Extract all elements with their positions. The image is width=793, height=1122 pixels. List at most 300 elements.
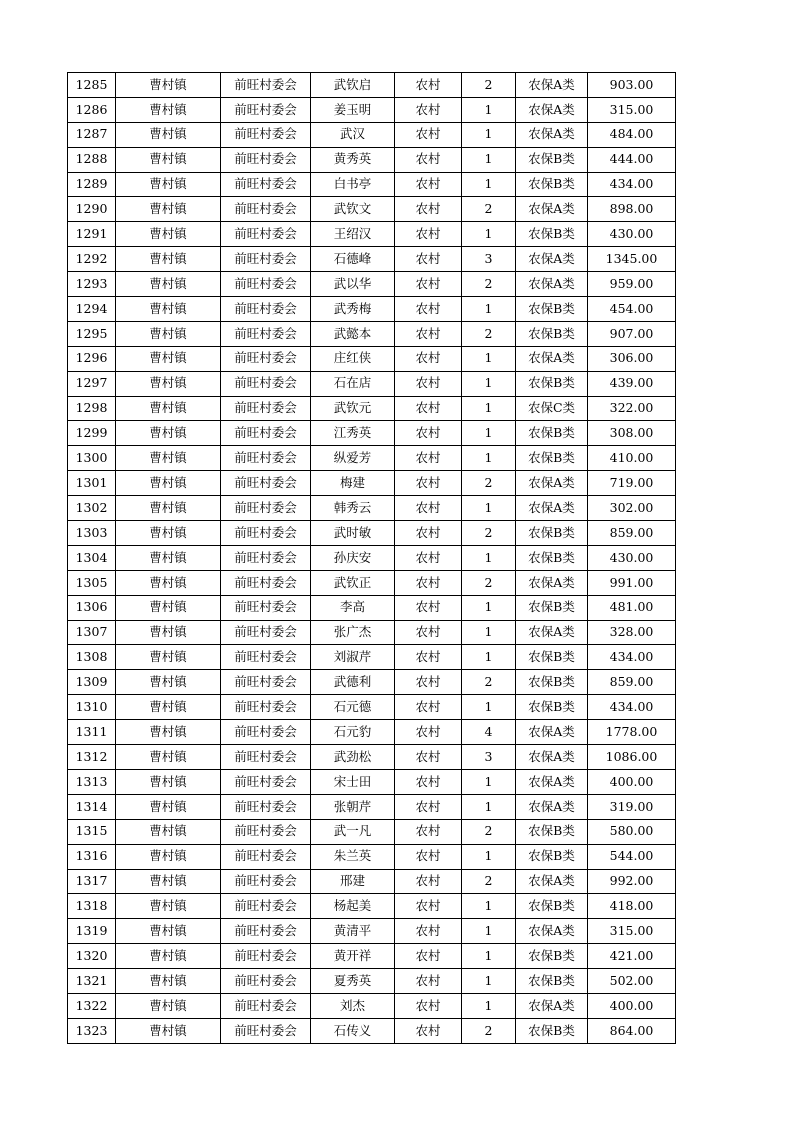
amount-cell: 544.00 [588,844,676,869]
village-committee-cell: 前旺村委会 [221,869,311,894]
residence-type-cell: 农村 [395,396,462,421]
household-size-cell: 2 [462,272,516,297]
amount-cell: 959.00 [588,272,676,297]
town-cell: 曹村镇 [116,521,221,546]
household-size-cell: 1 [462,172,516,197]
town-cell: 曹村镇 [116,371,221,396]
insurance-category-cell: 农保A类 [516,993,588,1018]
town-cell: 曹村镇 [116,993,221,1018]
table-row [68,794,676,819]
residence-type-cell: 农村 [395,919,462,944]
village-committee-cell: 前旺村委会 [221,297,311,322]
name-cell: 石在店 [311,371,395,396]
insurance-category-cell: 农保A类 [516,346,588,371]
household-size-cell: 4 [462,720,516,745]
table-row [68,869,676,894]
insurance-category-cell: 农保C类 [516,396,588,421]
insurance-category-cell: 农保A类 [516,97,588,122]
residence-type-cell: 农村 [395,645,462,670]
household-size-cell: 2 [462,869,516,894]
insurance-category-cell: 农保A类 [516,496,588,521]
residence-type-cell: 农村 [395,944,462,969]
table-row [68,222,676,247]
residence-type-cell: 农村 [395,720,462,745]
village-committee-cell: 前旺村委会 [221,819,311,844]
village-committee-cell: 前旺村委会 [221,396,311,421]
household-size-cell: 1 [462,695,516,720]
residence-type-cell: 农村 [395,570,462,595]
household-size-cell: 1 [462,944,516,969]
serial-number-cell: 1323 [68,1018,116,1043]
serial-number-cell: 1312 [68,745,116,770]
amount-cell: 481.00 [588,595,676,620]
village-committee-cell: 前旺村委会 [221,745,311,770]
serial-number-cell: 1317 [68,869,116,894]
residence-type-cell: 农村 [395,297,462,322]
serial-number-cell: 1314 [68,794,116,819]
village-committee-cell: 前旺村委会 [221,247,311,272]
residence-type-cell: 农村 [395,595,462,620]
household-size-cell: 1 [462,595,516,620]
name-cell: 纵爱芳 [311,446,395,471]
table-body [68,73,676,1044]
name-cell: 武秀梅 [311,297,395,322]
household-size-cell: 1 [462,496,516,521]
name-cell: 王绍汉 [311,222,395,247]
town-cell: 曹村镇 [116,321,221,346]
amount-cell: 308.00 [588,421,676,446]
town-cell: 曹村镇 [116,595,221,620]
amount-cell: 418.00 [588,894,676,919]
amount-cell: 898.00 [588,197,676,222]
household-size-cell: 1 [462,421,516,446]
residence-type-cell: 农村 [395,521,462,546]
household-size-cell: 2 [462,471,516,496]
residence-type-cell: 农村 [395,346,462,371]
serial-number-cell: 1305 [68,570,116,595]
residence-type-cell: 农村 [395,421,462,446]
town-cell: 曹村镇 [116,944,221,969]
residence-type-cell: 农村 [395,1018,462,1043]
name-cell: 黄清平 [311,919,395,944]
residence-type-cell: 农村 [395,545,462,570]
village-committee-cell: 前旺村委会 [221,620,311,645]
residence-type-cell: 农村 [395,670,462,695]
name-cell: 黄开祥 [311,944,395,969]
serial-number-cell: 1296 [68,346,116,371]
town-cell: 曹村镇 [116,97,221,122]
name-cell: 武劲松 [311,745,395,770]
amount-cell: 454.00 [588,297,676,322]
amount-cell: 434.00 [588,172,676,197]
household-size-cell: 1 [462,147,516,172]
village-committee-cell: 前旺村委会 [221,720,311,745]
insurance-category-cell: 农保A类 [516,869,588,894]
name-cell: 杨起美 [311,894,395,919]
village-committee-cell: 前旺村委会 [221,421,311,446]
table-row [68,595,676,620]
table-row [68,620,676,645]
table-row [68,247,676,272]
household-size-cell: 2 [462,819,516,844]
amount-cell: 315.00 [588,97,676,122]
serial-number-cell: 1293 [68,272,116,297]
amount-cell: 444.00 [588,147,676,172]
name-cell: 宋士田 [311,769,395,794]
town-cell: 曹村镇 [116,471,221,496]
amount-cell: 864.00 [588,1018,676,1043]
table-row [68,819,676,844]
name-cell: 张广杰 [311,620,395,645]
serial-number-cell: 1290 [68,197,116,222]
village-committee-cell: 前旺村委会 [221,97,311,122]
name-cell: 梅建 [311,471,395,496]
name-cell: 刘杰 [311,993,395,1018]
table-row [68,172,676,197]
table-row [68,521,676,546]
name-cell: 夏秀英 [311,969,395,994]
residence-type-cell: 农村 [395,172,462,197]
village-committee-cell: 前旺村委会 [221,446,311,471]
table-row [68,97,676,122]
serial-number-cell: 1294 [68,297,116,322]
village-committee-cell: 前旺村委会 [221,197,311,222]
table-row [68,122,676,147]
household-size-cell: 1 [462,769,516,794]
name-cell: 刘淑芹 [311,645,395,670]
residence-type-cell: 农村 [395,73,462,98]
serial-number-cell: 1300 [68,446,116,471]
amount-cell: 400.00 [588,769,676,794]
household-size-cell: 3 [462,745,516,770]
town-cell: 曹村镇 [116,197,221,222]
insurance-category-cell: 农保A类 [516,794,588,819]
town-cell: 曹村镇 [116,819,221,844]
town-cell: 曹村镇 [116,297,221,322]
table-row [68,321,676,346]
household-size-cell: 1 [462,222,516,247]
town-cell: 曹村镇 [116,620,221,645]
serial-number-cell: 1288 [68,147,116,172]
insurance-category-cell: 农保A类 [516,73,588,98]
amount-cell: 439.00 [588,371,676,396]
name-cell: 石元豹 [311,720,395,745]
household-size-cell: 1 [462,894,516,919]
household-size-cell: 1 [462,396,516,421]
amount-cell: 410.00 [588,446,676,471]
household-size-cell: 1 [462,844,516,869]
amount-cell: 421.00 [588,944,676,969]
town-cell: 曹村镇 [116,745,221,770]
name-cell: 韩秀云 [311,496,395,521]
village-committee-cell: 前旺村委会 [221,122,311,147]
amount-cell: 1778.00 [588,720,676,745]
table-row [68,670,676,695]
serial-number-cell: 1285 [68,73,116,98]
household-size-cell: 1 [462,993,516,1018]
serial-number-cell: 1295 [68,321,116,346]
village-committee-cell: 前旺村委会 [221,695,311,720]
town-cell: 曹村镇 [116,545,221,570]
amount-cell: 907.00 [588,321,676,346]
name-cell: 武汉 [311,122,395,147]
name-cell: 武时敏 [311,521,395,546]
village-committee-cell: 前旺村委会 [221,496,311,521]
insurance-category-cell: 农保B类 [516,595,588,620]
amount-cell: 502.00 [588,969,676,994]
amount-cell: 315.00 [588,919,676,944]
amount-cell: 580.00 [588,819,676,844]
insurance-category-cell: 农保B类 [516,670,588,695]
table-row [68,720,676,745]
insurance-category-cell: 农保B类 [516,222,588,247]
table-row [68,272,676,297]
residence-type-cell: 农村 [395,222,462,247]
residence-type-cell: 农村 [395,620,462,645]
household-size-cell: 2 [462,670,516,695]
serial-number-cell: 1301 [68,471,116,496]
serial-number-cell: 1291 [68,222,116,247]
serial-number-cell: 1306 [68,595,116,620]
village-committee-cell: 前旺村委会 [221,147,311,172]
insurance-category-cell: 农保A类 [516,471,588,496]
serial-number-cell: 1315 [68,819,116,844]
amount-cell: 430.00 [588,545,676,570]
household-size-cell: 1 [462,545,516,570]
insurance-category-cell: 农保A类 [516,197,588,222]
name-cell: 武钦启 [311,73,395,98]
amount-cell: 719.00 [588,471,676,496]
village-committee-cell: 前旺村委会 [221,371,311,396]
residence-type-cell: 农村 [395,122,462,147]
residence-type-cell: 农村 [395,147,462,172]
town-cell: 曹村镇 [116,122,221,147]
table-row [68,471,676,496]
town-cell: 曹村镇 [116,670,221,695]
table-row [68,894,676,919]
insurance-category-cell: 农保A类 [516,272,588,297]
table-row [68,496,676,521]
insurance-category-cell: 农保B类 [516,147,588,172]
village-committee-cell: 前旺村委会 [221,1018,311,1043]
table-row [68,396,676,421]
insurance-category-cell: 农保A类 [516,720,588,745]
village-committee-cell: 前旺村委会 [221,346,311,371]
table-row [68,147,676,172]
town-cell: 曹村镇 [116,73,221,98]
insurance-category-cell: 农保A类 [516,620,588,645]
amount-cell: 859.00 [588,521,676,546]
village-committee-cell: 前旺村委会 [221,794,311,819]
residence-type-cell: 农村 [395,894,462,919]
name-cell: 李高 [311,595,395,620]
serial-number-cell: 1309 [68,670,116,695]
table-row [68,197,676,222]
village-committee-cell: 前旺村委会 [221,521,311,546]
insurance-category-cell: 农保B类 [516,521,588,546]
name-cell: 白书亭 [311,172,395,197]
residence-type-cell: 农村 [395,745,462,770]
village-committee-cell: 前旺村委会 [221,73,311,98]
household-size-cell: 2 [462,321,516,346]
amount-cell: 322.00 [588,396,676,421]
insurance-category-cell: 农保A类 [516,122,588,147]
amount-cell: 319.00 [588,794,676,819]
village-committee-cell: 前旺村委会 [221,172,311,197]
table-row [68,645,676,670]
table-row [68,297,676,322]
amount-cell: 430.00 [588,222,676,247]
name-cell: 邢建 [311,869,395,894]
town-cell: 曹村镇 [116,172,221,197]
insurance-category-cell: 农保A类 [516,919,588,944]
residence-type-cell: 农村 [395,869,462,894]
serial-number-cell: 1322 [68,993,116,1018]
table-row [68,1018,676,1043]
name-cell: 孙庆安 [311,545,395,570]
town-cell: 曹村镇 [116,396,221,421]
table-row [68,570,676,595]
residence-type-cell: 农村 [395,819,462,844]
amount-cell: 434.00 [588,645,676,670]
name-cell: 武钦正 [311,570,395,595]
name-cell: 姜玉明 [311,97,395,122]
household-size-cell: 2 [462,1018,516,1043]
residence-type-cell: 农村 [395,272,462,297]
serial-number-cell: 1308 [68,645,116,670]
town-cell: 曹村镇 [116,720,221,745]
insurance-category-cell: 农保B类 [516,172,588,197]
town-cell: 曹村镇 [116,346,221,371]
serial-number-cell: 1304 [68,545,116,570]
residence-type-cell: 农村 [395,844,462,869]
insurance-category-cell: 农保A类 [516,745,588,770]
name-cell: 武德利 [311,670,395,695]
household-size-cell: 2 [462,521,516,546]
serial-number-cell: 1297 [68,371,116,396]
insurance-category-cell: 农保B类 [516,944,588,969]
village-committee-cell: 前旺村委会 [221,222,311,247]
insurance-category-cell: 农保B类 [516,844,588,869]
table-row [68,446,676,471]
insurance-category-cell: 农保B类 [516,297,588,322]
village-committee-cell: 前旺村委会 [221,545,311,570]
serial-number-cell: 1286 [68,97,116,122]
town-cell: 曹村镇 [116,421,221,446]
table-row [68,969,676,994]
insurance-category-cell: 农保B类 [516,321,588,346]
residence-type-cell: 农村 [395,247,462,272]
town-cell: 曹村镇 [116,272,221,297]
amount-cell: 903.00 [588,73,676,98]
serial-number-cell: 1302 [68,496,116,521]
serial-number-cell: 1321 [68,969,116,994]
amount-cell: 306.00 [588,346,676,371]
insurance-category-cell: 农保B类 [516,894,588,919]
town-cell: 曹村镇 [116,496,221,521]
insurance-category-cell: 农保B类 [516,421,588,446]
village-committee-cell: 前旺村委会 [221,894,311,919]
serial-number-cell: 1310 [68,695,116,720]
village-committee-cell: 前旺村委会 [221,645,311,670]
name-cell: 武以华 [311,272,395,297]
village-committee-cell: 前旺村委会 [221,570,311,595]
town-cell: 曹村镇 [116,869,221,894]
town-cell: 曹村镇 [116,794,221,819]
household-size-cell: 1 [462,794,516,819]
town-cell: 曹村镇 [116,695,221,720]
amount-cell: 400.00 [588,993,676,1018]
insurance-category-cell: 农保B类 [516,819,588,844]
serial-number-cell: 1320 [68,944,116,969]
table-row [68,993,676,1018]
town-cell: 曹村镇 [116,446,221,471]
town-cell: 曹村镇 [116,222,221,247]
town-cell: 曹村镇 [116,570,221,595]
village-committee-cell: 前旺村委会 [221,844,311,869]
household-size-cell: 1 [462,122,516,147]
insurance-category-cell: 农保B类 [516,645,588,670]
town-cell: 曹村镇 [116,894,221,919]
table-row [68,844,676,869]
amount-cell: 991.00 [588,570,676,595]
town-cell: 曹村镇 [116,147,221,172]
village-committee-cell: 前旺村委会 [221,993,311,1018]
household-size-cell: 2 [462,197,516,222]
household-size-cell: 3 [462,247,516,272]
serial-number-cell: 1311 [68,720,116,745]
name-cell: 庄红侠 [311,346,395,371]
table-row [68,371,676,396]
serial-number-cell: 1318 [68,894,116,919]
household-size-cell: 1 [462,919,516,944]
amount-cell: 1086.00 [588,745,676,770]
table-row [68,346,676,371]
household-size-cell: 1 [462,371,516,396]
village-committee-cell: 前旺村委会 [221,670,311,695]
serial-number-cell: 1287 [68,122,116,147]
town-cell: 曹村镇 [116,919,221,944]
village-committee-cell: 前旺村委会 [221,321,311,346]
amount-cell: 302.00 [588,496,676,521]
insurance-category-cell: 农保B类 [516,1018,588,1043]
table-row [68,745,676,770]
serial-number-cell: 1319 [68,919,116,944]
amount-cell: 484.00 [588,122,676,147]
amount-cell: 859.00 [588,670,676,695]
name-cell: 黄秀英 [311,147,395,172]
serial-number-cell: 1298 [68,396,116,421]
town-cell: 曹村镇 [116,1018,221,1043]
household-size-cell: 1 [462,446,516,471]
amount-cell: 1345.00 [588,247,676,272]
village-committee-cell: 前旺村委会 [221,272,311,297]
name-cell: 石元德 [311,695,395,720]
serial-number-cell: 1313 [68,769,116,794]
village-committee-cell: 前旺村委会 [221,595,311,620]
serial-number-cell: 1303 [68,521,116,546]
household-size-cell: 1 [462,645,516,670]
town-cell: 曹村镇 [116,645,221,670]
residence-type-cell: 农村 [395,371,462,396]
insurance-category-cell: 农保A类 [516,769,588,794]
beneficiary-table [67,72,676,1044]
serial-number-cell: 1299 [68,421,116,446]
village-committee-cell: 前旺村委会 [221,471,311,496]
serial-number-cell: 1292 [68,247,116,272]
amount-cell: 328.00 [588,620,676,645]
residence-type-cell: 农村 [395,695,462,720]
